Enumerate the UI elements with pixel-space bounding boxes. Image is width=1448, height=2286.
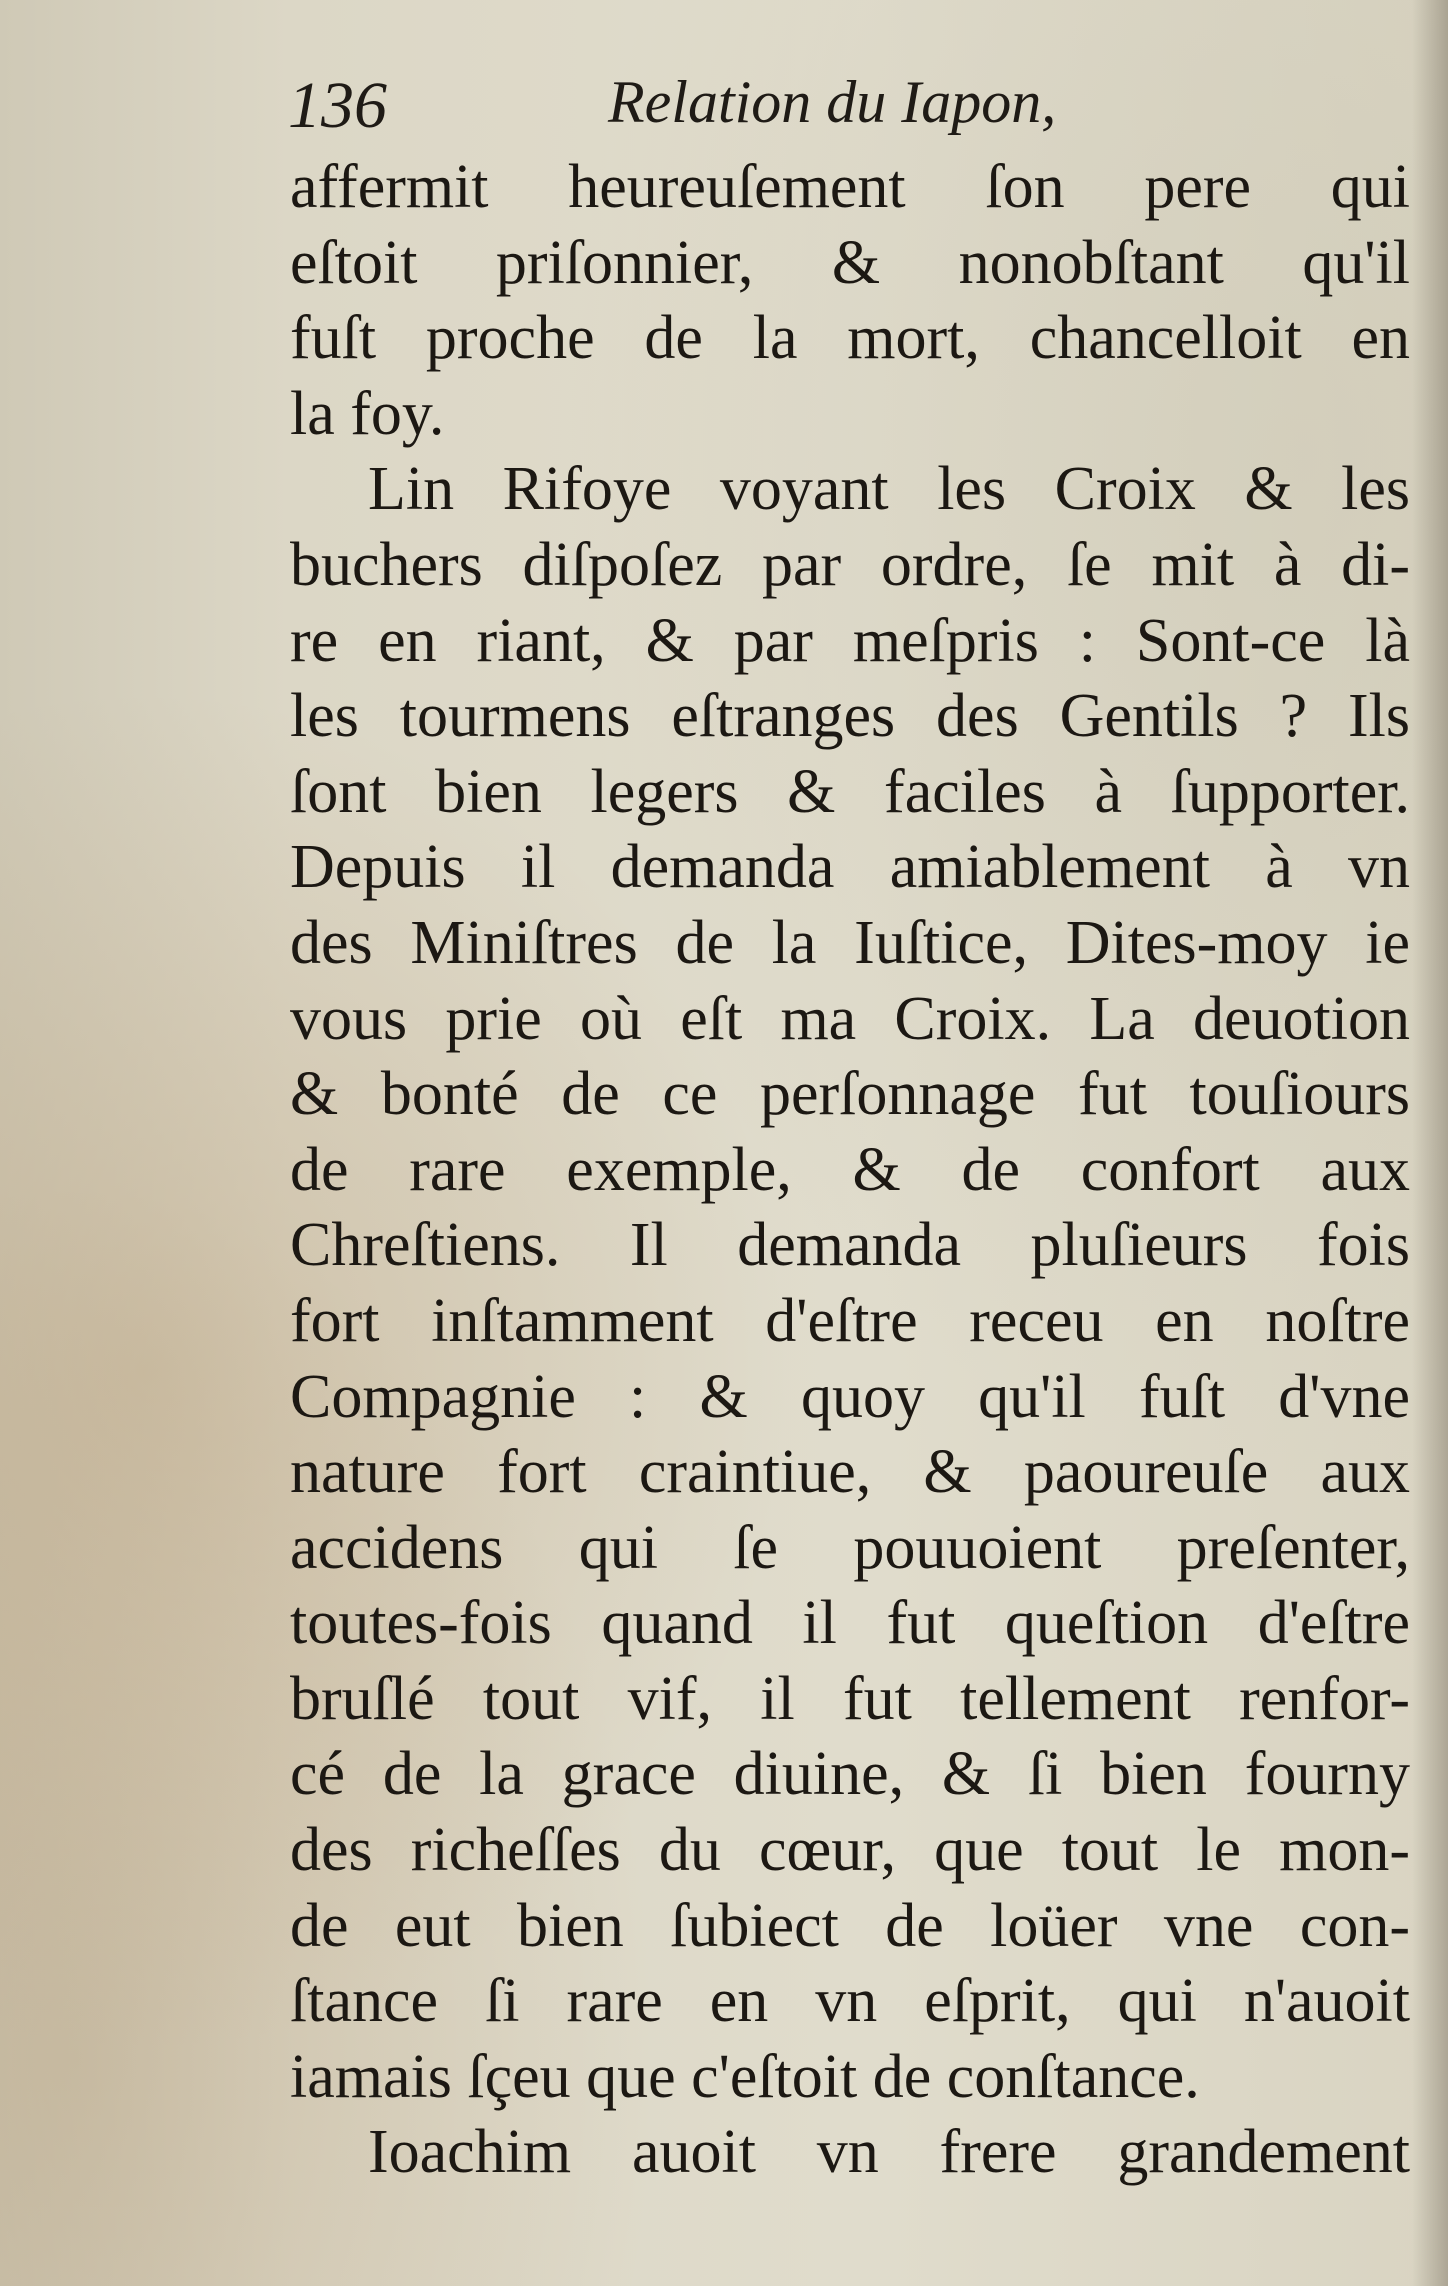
text-line: ſont bien legers & faciles à ſupporter. bbox=[290, 757, 1410, 826]
text-line: toutes-fois quand il fut queſtion d'eſtre bbox=[290, 1589, 1410, 1658]
running-head bbox=[288, 68, 1438, 158]
text-line: vous prie où eſt ma Croix. La deuotion bbox=[290, 984, 1410, 1053]
page-gutter-shadow bbox=[1412, 0, 1448, 2286]
text-line: re en riant, & par meſpris : Sont-ce là bbox=[290, 606, 1410, 675]
text-line: Depuis il demanda amiablement à vn bbox=[290, 833, 1410, 902]
text-line: accidens qui ſe pouuoient preſenter, bbox=[290, 1513, 1410, 1582]
text-line: bruſlé tout vif, il fut tellement renfor- bbox=[290, 1664, 1410, 1733]
running-title: Relation du Iapon, bbox=[608, 69, 1057, 135]
text-line: & bonté de ce perſonnage fut touſiours bbox=[290, 1060, 1410, 1129]
text-line: la foy. bbox=[290, 379, 445, 448]
text-line: de eut bien ſubiect de loüer vne con- bbox=[290, 1891, 1410, 1960]
text-line: cé de la grace diuine, & ſi bien fourny bbox=[290, 1740, 1410, 1809]
text-line: Ioachim auoit vn frere grandement bbox=[368, 2118, 1410, 2187]
page-number: 136 bbox=[288, 69, 387, 142]
text-line: nature fort craintiue, & paoureuſe aux bbox=[290, 1438, 1410, 1507]
text-line: de rare exemple, & de confort aux bbox=[290, 1135, 1410, 1204]
text-line: les tourmens eſtranges des Gentils ? Ils bbox=[290, 682, 1410, 751]
text-line: iamais ſçeu que c'eſtoit de conſtance. bbox=[290, 2042, 1200, 2111]
body-text bbox=[290, 150, 1410, 2191]
text-line: Chreſtiens. Il demanda pluſieurs fois bbox=[290, 1211, 1410, 1280]
text-line: fuſt proche de la mort, chancelloit en bbox=[290, 304, 1410, 373]
text-line: Compagnie : & quoy qu'il fuſt d'vne bbox=[290, 1362, 1410, 1431]
text-line: buchers diſpoſez par ordre, ſe mit à di- bbox=[290, 530, 1410, 599]
text-line: des Miniſtres de la Iuſtice, Dites-moy ie bbox=[290, 908, 1410, 977]
text-line: fort inſtamment d'eſtre receu en noſtre bbox=[290, 1286, 1410, 1355]
text-line: ſtance ſi rare en vn eſprit, qui n'auoit bbox=[290, 1967, 1410, 2036]
text-line: eſtoit priſonnier, & nonobſtant qu'il bbox=[290, 228, 1410, 297]
text-line: Lin Rifoye voyant les Croix & les bbox=[368, 455, 1410, 524]
text-line: affermit heureuſement ſon pere qui bbox=[290, 153, 1410, 221]
text-line: des richeſſes du cœur, que tout le mon- bbox=[290, 1816, 1410, 1885]
